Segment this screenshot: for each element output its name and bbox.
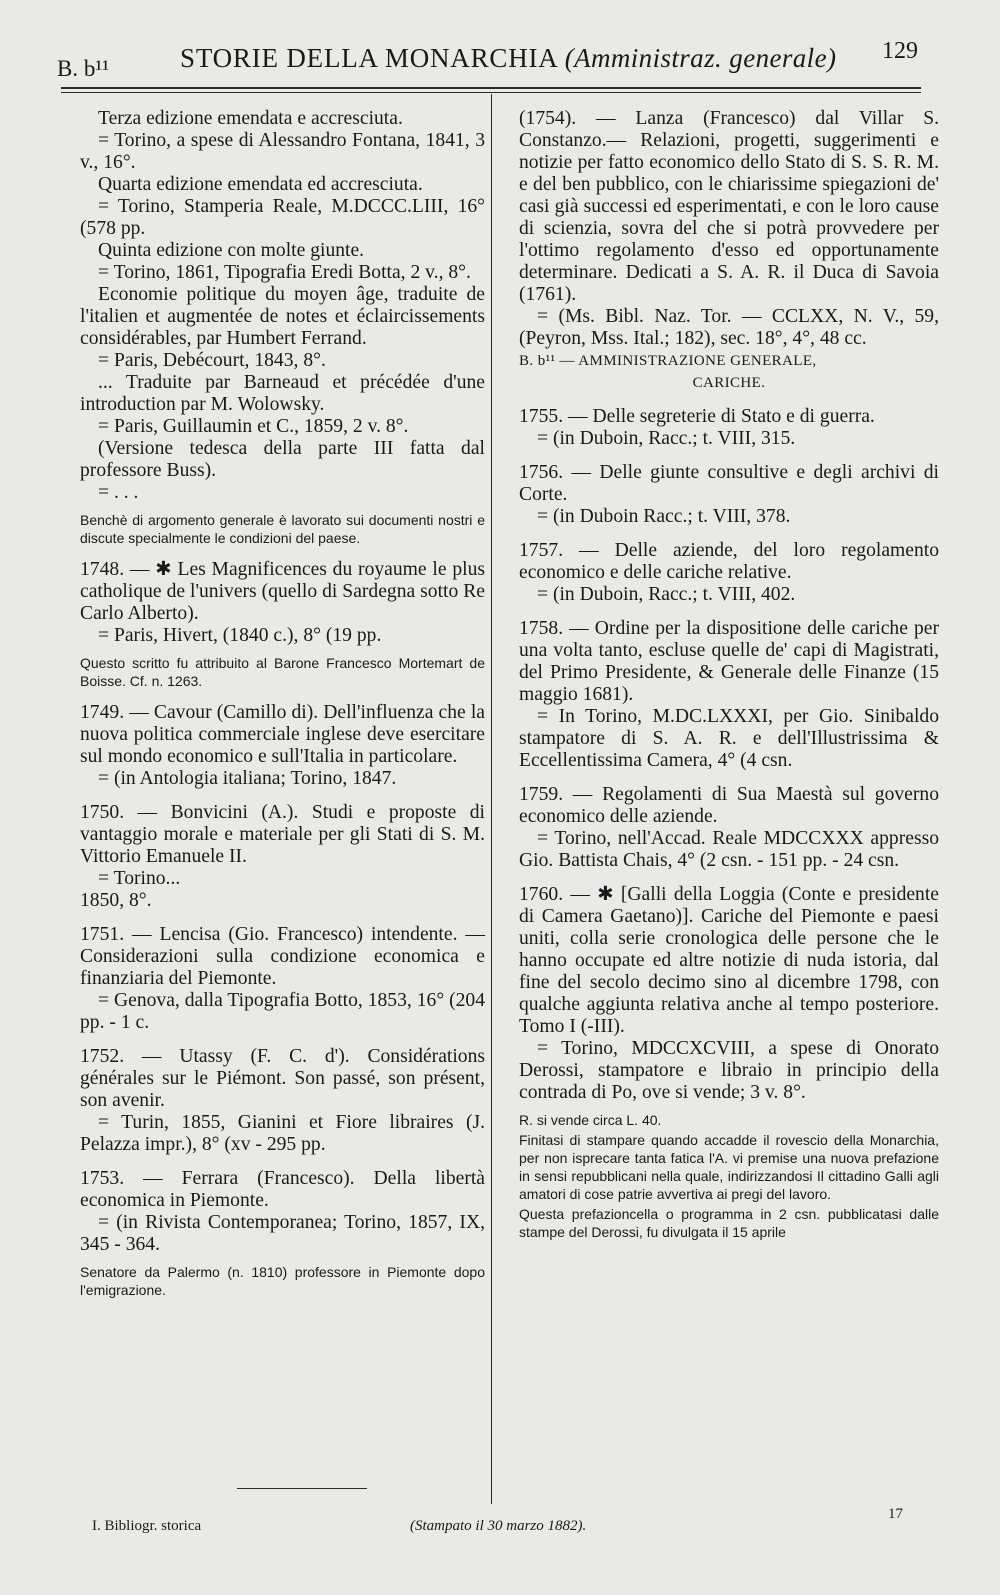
column-divider <box>491 94 492 1504</box>
footer-separator <box>237 1488 367 1489</box>
entry-1751: 1751. — Lencisa (Gio. Francesco) intendente. — Considerazioni sulla condizione economica e finanziaria del Piemonte. <box>80 924 485 989</box>
text-block: Quarta edizione emendata ed accresciuta. <box>98 174 423 195</box>
header-section: B. b¹¹ <box>57 56 110 81</box>
text-block: Terza edizione emendata e accresciuta. <box>98 108 403 129</box>
header-subtitle: (Amministraz. generale) <box>564 43 837 73</box>
section-heading: B. b¹¹ — AMMINISTRAZIONE GENERALE, <box>519 353 817 369</box>
note: Finitasi di stampare quando accadde il rovescio della Monarchia, per non isprecare tanta fatica l'A. vi premise una nuova prefazione in sensi repubblicani nella quale, indirizzandosi Il cittadino Galli agli amatori di cose patrie avvertiva ai pregi del lavoro. <box>519 1132 939 1202</box>
imprint: = (in Duboin, Racc.; t. VIII, 402. <box>537 584 796 605</box>
footer-signature-number: 17 <box>888 1506 903 1522</box>
imprint: = Paris, Hivert, (1840 c.), 8° (19 pp. <box>98 625 382 646</box>
imprint: = Turin, 1855, Gianini et Fiore libraires (J. Pelazza impr.), 8° (xv - 295 pp. <box>80 1112 485 1155</box>
imprint: = (in Duboin, Racc.; t. VIII, 315. <box>537 428 796 449</box>
footer-signature-title: I. Bibliogr. storica <box>92 1518 202 1534</box>
entry-1760: 1760. — ✱ [Galli della Loggia (Conte e presidente di Camera Gaetano)]. Cariche del Piemonte e paesi uniti, colla serie cronologica delle persone che le hanno occupate ed altre notizie di nuda istoria, dal fine del secolo decimo sino al dicembre 1798, con qualche aggiunta relativa anche al tempo posteriore. Tomo I (-III). <box>519 884 939 1037</box>
imprint: = Torino, MDCCXCVIII, a spese di Onorato Derossi, stampatore e libraio in principio della contrada di Po, ove si vende; 3 v. 8°. <box>519 1038 939 1103</box>
running-header <box>0 36 1000 81</box>
right-column <box>519 108 939 1241</box>
imprint: 1850, 8°. <box>80 890 152 911</box>
imprint: = Torino, nell'Accad. Reale MDCCXXX appresso Gio. Battista Chais, 4° (2 csn. - 151 pp. - 24 csn. <box>519 828 939 871</box>
entry-1755: 1755. — Delle segreterie di Stato e di guerra. <box>519 406 875 427</box>
text-block: (Versione tedesca della parte III fatta dal professore Buss). <box>80 438 485 481</box>
footer-print-date: (Stampato il 30 marzo 1882). <box>410 1518 587 1534</box>
header-title-main: STORIE DELLA MONARCHIA <box>180 43 558 73</box>
text-block: ... Traduite par Barneaud et précédée d'une introduction par M. Wolowsky. <box>80 372 485 415</box>
left-column <box>80 108 485 1299</box>
entry-1749: 1749. — Cavour (Camillo di). Dell'influenza che la nuova politica commerciale inglese deve esercitare sul mondo economico e sull'Italia in particolare. <box>80 702 485 767</box>
imprint: = . . . <box>98 482 139 503</box>
entry-1748: 1748. — ✱ Les Magnificences du royaume le plus catholique de l'univers (quello di Sardegna sotto Re Carlo Alberto). <box>80 559 485 624</box>
section-subheading: CARICHE. <box>692 375 766 391</box>
header-rule-thin <box>61 92 921 93</box>
header-title <box>180 43 836 74</box>
imprint: = (Ms. Bibl. Naz. Tor. — CCLXX, N. V., 59, (Peyron, Mss. Ital.; 182), sec. 18°, 4°, 48 cc. <box>519 306 939 349</box>
note: Questa prefazioncella o programma in 2 csn. pubblicatasi dalle stampe del Derossi, fu divulgata il 15 aprile <box>519 1206 939 1240</box>
header-rule-thick <box>61 87 921 89</box>
entry-1759: 1759. — Regolamenti di Sua Maestà sul governo economico delle aziende. <box>519 784 939 827</box>
text-block: Quinta edizione con molte giunte. <box>98 240 365 261</box>
imprint: = Torino, Stamperia Reale, M.DCCC.LIII, 16° (578 pp. <box>80 196 485 239</box>
imprint: = (in Rivista Contemporanea; Torino, 1857, IX, 345 - 364. <box>80 1212 485 1255</box>
note: Senatore da Palermo (n. 1810) professore in Piemonte dopo l'emigrazione. <box>80 1264 485 1298</box>
entry-1754: (1754). — Lanza (Francesco) dal Villar S. Constanzo.— Relazioni, progetti, suggerimenti e notizie per fatto economico dello Stato di S. S. R. M. e del ben pubblico, con le chiarissime spiegazioni de' casi già successi ed esperimentati, e con le loro cause di scienzia, sovra del che si potrà provvedere per l'ottimo regolamento d'esso ed opportunamente determinare. Dedicati a S. A. R. il Duca di Savoia (1761). <box>519 108 939 305</box>
entry-1758: 1758. — Ordine per la dispositione delle cariche per una volta tanto, escluse quelle de' capi di Magistrati, del Primo Presidente, & Generale delle Finanze (15 maggio 1681). <box>519 618 939 705</box>
note: Benchè di argomento generale è lavorato sui documenti nostri e discute specialmente le condizioni del paese. <box>80 512 485 546</box>
entry-1750: 1750. — Bonvicini (A.). Studi e proposte di vantaggio morale e materiale per gli Stati di S. M. Vittorio Emanuele II. <box>80 802 485 867</box>
entry-1756: 1756. — Delle giunte consultive e degli archivi di Corte. <box>519 462 939 505</box>
imprint: = Torino... <box>98 868 181 889</box>
note: Questo scritto fu attribuito al Barone Francesco Mortemart de Boisse. Cf. n. 1263. <box>80 655 485 689</box>
entry-1753: 1753. — Ferrara (Francesco). Della libertà economica in Piemonte. <box>80 1168 485 1211</box>
page-number: 129 <box>882 38 918 64</box>
imprint: = Paris, Guillaumin et C., 1859, 2 v. 8°. <box>98 416 409 437</box>
imprint: = (in Antologia italiana; Torino, 1847. <box>98 768 397 789</box>
entry-1757: 1757. — Delle aziende, del loro regolamento economico e delle cariche relative. <box>519 540 939 583</box>
text-block: Economie politique du moyen âge, traduite de l'italien et augmentée de notes et éclaircissements considérables, par Humbert Ferrand. <box>80 284 485 349</box>
entry-1752: 1752. — Utassy (F. C. d'). Considérations générales sur le Piémont. Son passé, son présent, son avenir. <box>80 1046 485 1111</box>
imprint: = In Torino, M.DC.LXXXI, per Gio. Sinibaldo stampatore di S. A. R. e dell'Illustrissima & Eccellentissima Camera, 4° (4 csn. <box>519 706 939 771</box>
imprint: = Genova, dalla Tipografia Botto, 1853, 16° (204 pp. - 1 c. <box>80 990 485 1033</box>
note: R. si vende circa L. 40. <box>519 1112 662 1128</box>
imprint: = Torino, 1861, Tipografia Eredi Botta, 2 v., 8°. <box>98 262 471 283</box>
imprint: = Paris, Debécourt, 1843, 8°. <box>98 350 326 371</box>
imprint: = Torino, a spese di Alessandro Fontana, 1841, 3 v., 16°. <box>80 130 485 173</box>
imprint: = (in Duboin Racc.; t. VIII, 378. <box>537 506 791 527</box>
